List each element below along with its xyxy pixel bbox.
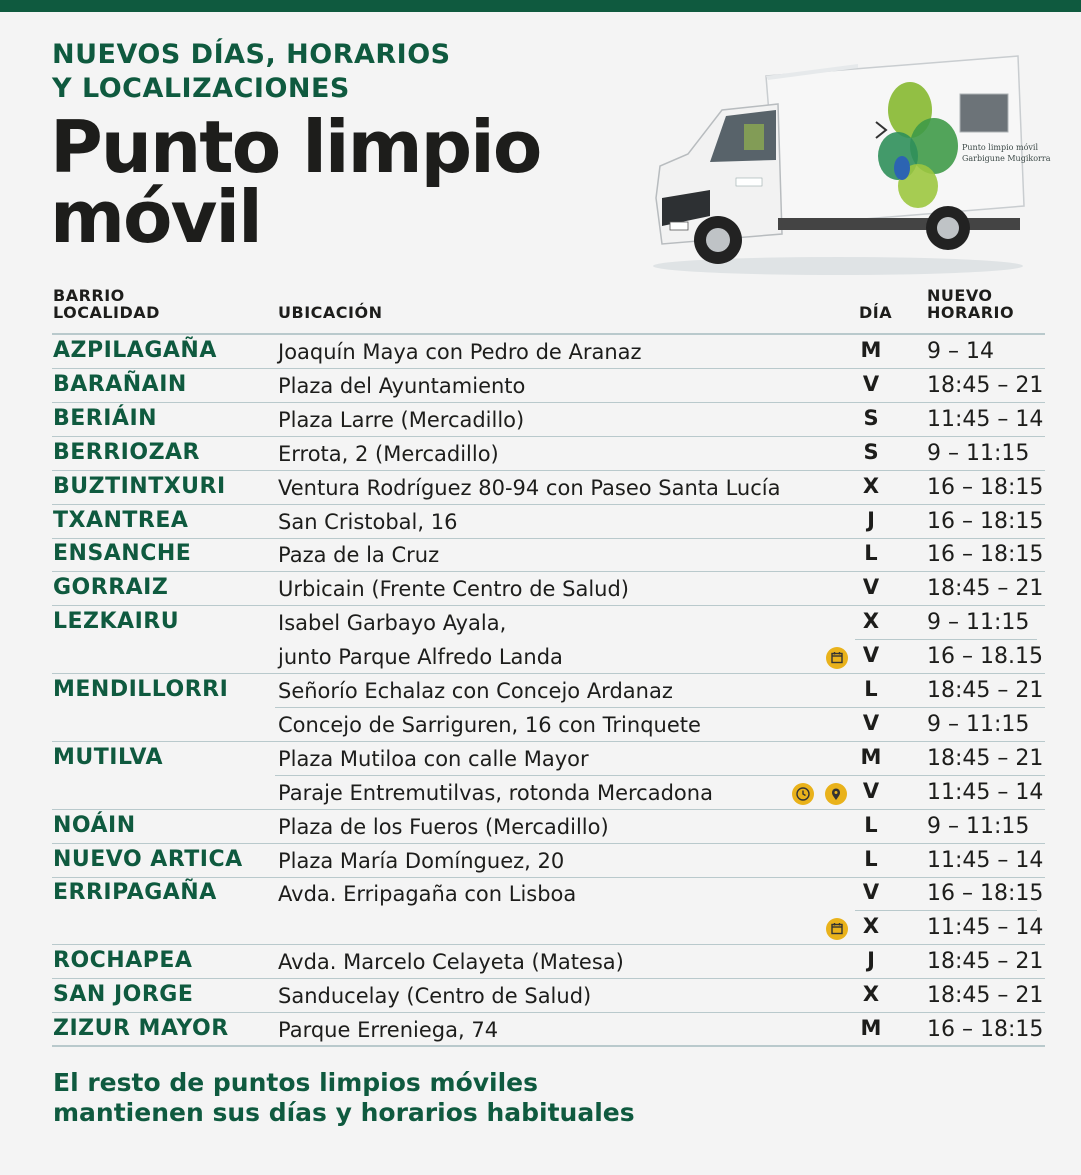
row-dia: J <box>867 948 875 973</box>
row-dia: V <box>862 880 880 905</box>
column-header-horario-line-1: NUEVO <box>927 286 993 305</box>
row-ubicacion: Plaza Larre (Mercadillo) <box>278 407 525 432</box>
mobile-recycling-truck-image <box>648 48 1051 278</box>
calendar-icon <box>826 918 848 940</box>
row-ubicacion: Señorío Echalaz con Concejo Ardanaz <box>278 679 673 703</box>
title-line-2: móvil <box>50 175 261 259</box>
calendar-icon <box>826 647 848 669</box>
row-dia: L <box>864 812 878 837</box>
row-horario: 11:45 – 14 <box>927 779 1044 805</box>
table-row <box>0 606 1081 640</box>
row-dia: M <box>860 1016 882 1040</box>
row-dia: X <box>862 473 880 498</box>
row-dia: L <box>864 846 878 871</box>
row-ubicacion: Paraje Entremutilvas, rotonda Mercadona <box>278 780 713 805</box>
row-horario: 18:45 – 21 <box>927 576 1044 602</box>
row-ubicacion: Plaza del Ayuntamiento <box>278 373 526 398</box>
row-barrio: LEZKAIRU <box>53 609 180 635</box>
title-line-1: Punto limpio <box>50 105 541 189</box>
table-row <box>0 403 1081 437</box>
row-horario: 9 – 11:15 <box>927 610 1030 636</box>
row-horario: 18:45 – 21 <box>927 983 1044 1009</box>
column-header-ubicacion: UBICACIÓN <box>278 303 383 322</box>
row-ubicacion: Plaza María Domínguez, 20 <box>278 848 565 873</box>
table-row <box>0 945 1081 979</box>
row-dia: V <box>862 778 880 803</box>
row-ubicacion: San Cristobal, 16 <box>278 509 458 534</box>
top-accent-bar <box>0 0 1081 12</box>
row-dia: X <box>862 982 880 1007</box>
row-ubicacion: Plaza Mutiloa con calle Mayor <box>278 746 589 771</box>
row-horario: 9 – 14 <box>927 339 994 364</box>
row-barrio: BERRIOZAR <box>53 439 200 465</box>
row-barrio: ERRIPAGAÑA <box>53 880 217 906</box>
location-pin-icon <box>825 783 847 805</box>
row-dia: L <box>864 541 878 566</box>
row-horario: 16 – 18:15 <box>927 542 1044 568</box>
footer-line-1: El resto de puntos limpios móviles <box>53 1068 539 1097</box>
column-header-barrio-line-2: LOCALIDAD <box>53 303 160 322</box>
row-horario: 11:45 – 14 <box>927 406 1044 432</box>
row-ubicacion: Concejo de Sarriguren, 16 con Trinquete <box>278 712 701 737</box>
row-dia: S <box>863 439 879 464</box>
table-row <box>0 538 1081 572</box>
row-horario: 16 – 18.15 <box>927 644 1043 670</box>
subtitle-line-2: Y LOCALIZACIONES <box>52 73 350 104</box>
row-ubicacion: Avda. Erripagaña con Lisboa <box>278 882 577 907</box>
table-row <box>0 674 1081 708</box>
table-row <box>0 505 1081 539</box>
row-dia: V <box>862 575 880 600</box>
row-barrio: TXANTREA <box>53 507 189 533</box>
table-row <box>0 640 1081 674</box>
row-barrio: MUTILVA <box>53 744 163 770</box>
subtitle-line-1: NUEVOS DÍAS, HORARIOS <box>52 39 451 70</box>
row-ubicacion: Parque Erreniega, 74 <box>278 1018 499 1042</box>
column-header-barrio-line-1: BARRIO <box>53 286 125 305</box>
row-horario: 18:45 – 21 <box>927 678 1044 703</box>
footer-note <box>53 1068 753 1128</box>
column-header-barrio <box>53 287 253 321</box>
column-header-horario-line-2: HORARIO <box>927 303 1015 322</box>
row-dia: X <box>862 609 880 634</box>
row-ubicacion: Paza de la Cruz <box>278 543 440 568</box>
column-header-dia: DÍA <box>859 303 893 322</box>
row-barrio: ROCHAPEA <box>53 948 193 974</box>
table-row <box>0 369 1081 403</box>
row-horario: 16 – 18:15 <box>927 474 1044 500</box>
table-row <box>0 742 1081 776</box>
table-row <box>0 1013 1081 1047</box>
row-barrio: BARAÑAIN <box>53 371 187 397</box>
row-barrio: AZPILAGAÑA <box>53 338 217 363</box>
row-ubicacion: Plaza de los Fueros (Mercadillo) <box>278 814 609 839</box>
row-ubicacion: Avda. Marcelo Celayeta (Matesa) <box>278 950 624 975</box>
row-ubicacion: Isabel Garbayo Ayala, <box>278 611 507 636</box>
table-row <box>0 437 1081 471</box>
row-horario: 9 – 11:15 <box>927 711 1030 737</box>
row-horario: 11:45 – 14 <box>927 915 1044 941</box>
table-row <box>0 979 1081 1013</box>
table-row <box>0 335 1081 369</box>
row-ubicacion: Sanducelay (Centro de Salud) <box>278 984 592 1009</box>
row-horario: 18:45 – 21 <box>927 745 1044 771</box>
table-row <box>0 810 1081 844</box>
row-dia: J <box>867 507 875 532</box>
row-divider <box>52 1045 1045 1047</box>
row-barrio: SAN JORGE <box>53 982 194 1008</box>
row-dia: V <box>862 643 880 668</box>
row-dia: V <box>862 710 880 735</box>
table-row <box>0 776 1081 810</box>
row-barrio: ZIZUR MAYOR <box>53 1016 229 1041</box>
row-horario: 16 – 18:15 <box>927 1017 1044 1042</box>
row-ubicacion: junto Parque Alfredo Landa <box>278 645 563 670</box>
table-row <box>0 572 1081 606</box>
row-ubicacion: Urbicain (Frente Centro de Salud) <box>278 577 629 602</box>
row-dia: M <box>860 338 882 362</box>
row-horario: 11:45 – 14 <box>927 847 1044 873</box>
row-dia: X <box>862 914 880 939</box>
truck-text-line-1: Punto limpio móvil <box>962 143 1039 152</box>
row-barrio: MENDILLORRI <box>53 677 229 702</box>
table-row <box>0 844 1081 878</box>
clock-icon <box>792 783 814 805</box>
row-horario: 18:45 – 21 <box>927 372 1044 398</box>
row-barrio: GORRAIZ <box>53 575 169 601</box>
truck-text-line-2: Garbigune Mugikorra <box>962 154 1051 163</box>
row-horario: 9 – 11:15 <box>927 813 1030 839</box>
row-barrio: NOÁIN <box>53 812 136 838</box>
row-dia: S <box>863 405 879 430</box>
row-horario: 9 – 11:15 <box>927 440 1030 466</box>
page-title <box>50 105 650 259</box>
row-horario: 16 – 18:15 <box>927 881 1044 907</box>
table-row <box>0 877 1081 911</box>
table-row <box>0 911 1081 945</box>
row-barrio: BUZTINTXURI <box>53 473 226 499</box>
table-row <box>0 708 1081 742</box>
row-dia: M <box>860 744 882 769</box>
row-barrio: NUEVO ARTICA <box>53 846 243 872</box>
row-horario: 18:45 – 21 <box>927 949 1044 975</box>
row-barrio: BERIÁIN <box>53 405 158 431</box>
row-ubicacion: Joaquín Maya con Pedro de Aranaz <box>278 340 642 364</box>
column-header-horario <box>927 287 1037 321</box>
page-subtitle <box>52 38 612 106</box>
row-dia: L <box>864 677 878 701</box>
footer-line-2: mantienen sus días y horarios habituales <box>53 1098 635 1127</box>
row-ubicacion: Errota, 2 (Mercadillo) <box>278 441 499 466</box>
row-barrio: ENSANCHE <box>53 541 192 567</box>
row-dia: V <box>862 371 880 396</box>
row-horario: 16 – 18:15 <box>927 508 1044 534</box>
table-row <box>0 471 1081 505</box>
row-ubicacion: Ventura Rodríguez 80-94 con Paseo Santa Lucía <box>278 475 781 500</box>
